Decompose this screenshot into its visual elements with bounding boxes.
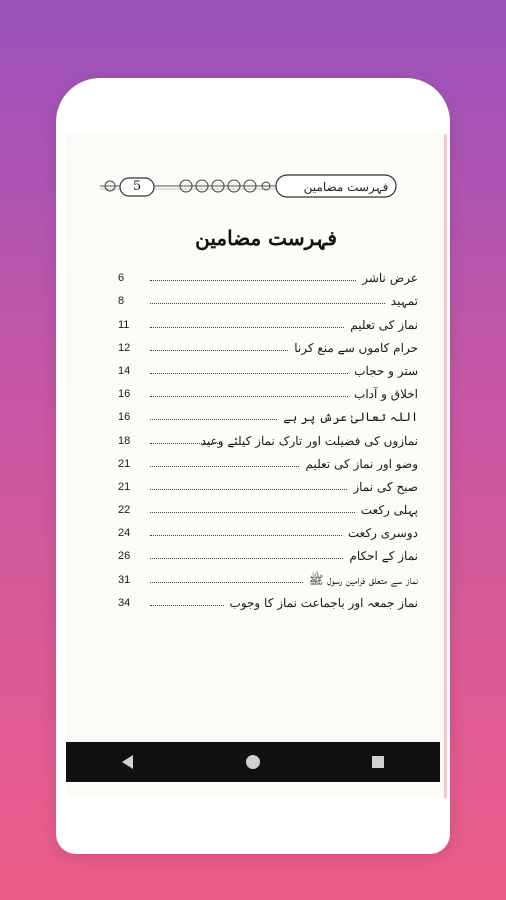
leader-dots — [150, 302, 385, 304]
toc-title: ستر و حجاب — [354, 363, 418, 378]
leader-dots — [150, 511, 355, 513]
toc-entry[interactable] — [118, 332, 418, 355]
toc-entry[interactable] — [118, 355, 418, 378]
toc-title: حرام کاموں سے منع کرنا — [294, 340, 418, 355]
leader-dots — [150, 557, 343, 559]
toc-entry[interactable] — [118, 378, 418, 401]
toc-page-number: 24 — [118, 527, 131, 540]
running-title: فہرست مضامین — [303, 180, 389, 194]
toc-page-number: 16 — [118, 411, 131, 424]
toc-entry[interactable] — [118, 401, 418, 424]
book-page — [66, 134, 447, 798]
android-nav-bar — [66, 742, 440, 782]
toc-page-number: 12 — [118, 341, 131, 354]
toc-page-number: 11 — [118, 318, 130, 331]
toc-title: عرض ناشر — [362, 271, 418, 286]
leader-dots — [150, 604, 224, 606]
toc-title: دوسری رکعت — [347, 526, 418, 541]
toc-title: تمہید — [390, 294, 418, 309]
back-triangle-icon — [119, 753, 137, 771]
toc-page-number: 21 — [118, 480, 131, 493]
back-button[interactable] — [108, 742, 148, 782]
toc-title: نماز کے احکام — [349, 549, 418, 564]
leader-dots — [150, 581, 303, 583]
toc-page-number: 22 — [118, 504, 131, 517]
page-number: 5 — [132, 179, 142, 194]
leader-dots — [150, 488, 347, 490]
toc-page-number: 26 — [118, 550, 131, 563]
toc-page-number: 16 — [118, 388, 131, 401]
phone-frame — [56, 78, 450, 854]
toc-page-number: 21 — [118, 457, 131, 470]
toc-title: نماز سے متعلق فرامین رسول ﷺ — [308, 572, 418, 587]
toc-entry[interactable] — [118, 494, 418, 517]
toc-entry[interactable] — [118, 424, 418, 447]
toc-title: اخلاق و آداب — [354, 387, 418, 402]
toc-heading: فہرست مضامین — [195, 226, 337, 250]
toc-title: اللہ تعالیٰ عرش پر ہے — [283, 410, 418, 425]
toc-entry[interactable] — [118, 517, 418, 540]
toc-list — [118, 262, 418, 610]
toc-entry[interactable] — [118, 540, 418, 563]
toc-title: نماز جمعہ اور باجماعت نماز کا وجوب — [229, 595, 418, 610]
recents-button[interactable] — [358, 742, 398, 782]
toc-page-number: 14 — [118, 364, 131, 377]
toc-page-number: 34 — [118, 596, 131, 609]
toc-title: نمازوں کی فضیلت اور تارک نماز کیلئے وعید — [200, 433, 418, 448]
home-circle-icon — [244, 753, 262, 771]
recents-square-icon — [369, 753, 387, 771]
toc-entry[interactable] — [118, 285, 418, 308]
leader-dots — [150, 418, 277, 420]
toc-entry[interactable] — [118, 448, 418, 471]
leader-dots — [150, 279, 356, 281]
leader-dots — [150, 534, 342, 536]
toc-entry[interactable] — [118, 587, 418, 610]
leader-dots — [150, 372, 348, 374]
toc-entry[interactable] — [118, 563, 418, 586]
toc-entry[interactable] — [118, 262, 418, 285]
toc-page-number: 18 — [118, 434, 131, 447]
leader-dots — [150, 395, 348, 397]
toc-title: نماز کی تعلیم — [350, 317, 418, 332]
toc-page-number: 31 — [118, 573, 131, 586]
home-button[interactable] — [233, 742, 273, 782]
leader-dots — [150, 326, 344, 328]
toc-title: صبح کی نماز — [353, 479, 418, 494]
leader-dots — [150, 349, 288, 351]
toc-entry[interactable] — [118, 308, 418, 331]
toc-entry[interactable] — [118, 471, 418, 494]
toc-page-number: 6 — [118, 272, 125, 285]
leader-dots — [150, 465, 299, 467]
toc-title: پہلی رکعت — [360, 503, 418, 518]
toc-page-number: 8 — [118, 295, 125, 308]
toc-title: وضو اور نماز کی تعلیم — [305, 456, 418, 471]
